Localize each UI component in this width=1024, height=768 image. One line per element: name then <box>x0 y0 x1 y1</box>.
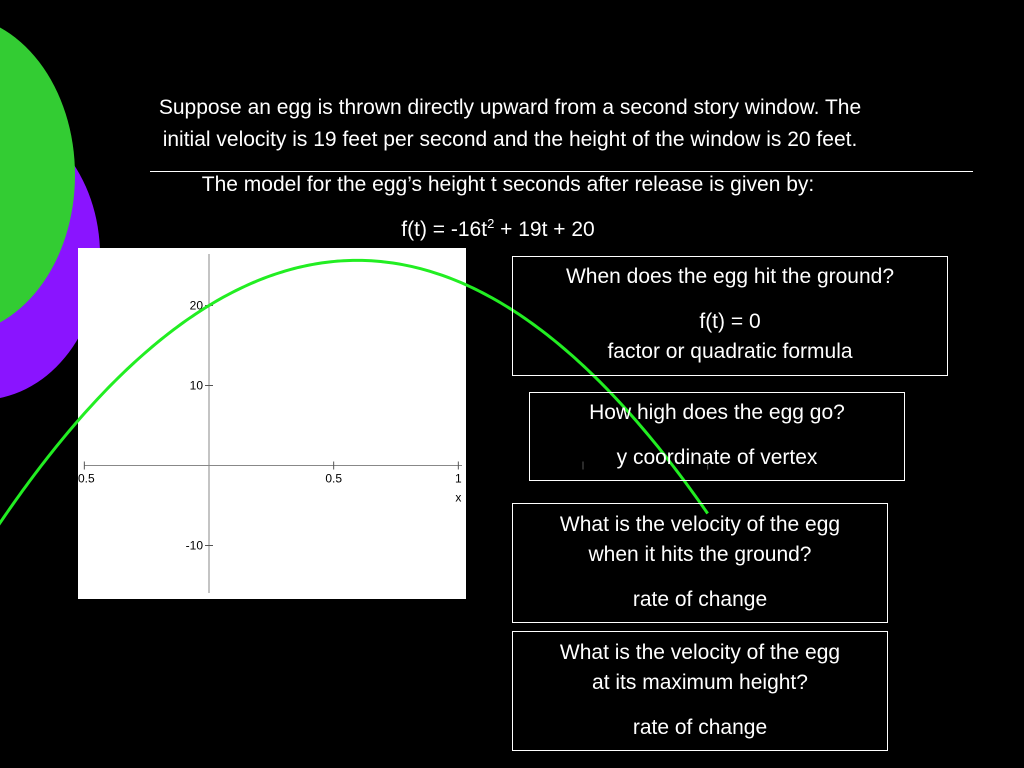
question-box-height <box>529 392 905 481</box>
question-box-impact-velocity <box>512 503 888 623</box>
question-text: When does the egg hit the ground? <box>565 265 895 288</box>
question-box-max-velocity <box>512 631 888 751</box>
formula-rest: + 19t + 20 <box>494 218 595 241</box>
question-text: when it hits the ground? <box>588 543 812 566</box>
answer-text: y coordinate of vertex <box>616 446 818 469</box>
problem-statement <box>70 92 950 156</box>
answer-text: rate of change <box>632 716 768 739</box>
x-tick-label: 1 <box>454 471 462 486</box>
y-tick-label: 20 <box>189 298 203 313</box>
y-tick-label: -10 <box>185 538 203 553</box>
x-tick-label: -0.5 <box>73 471 95 486</box>
formula-main: f(t) = -16t <box>401 218 488 241</box>
question-text: What is the velocity of the egg <box>559 513 841 536</box>
problem-line-2: initial velocity is 19 feet per second and the height of the window is 20 feet. <box>162 128 858 151</box>
x-axis-label: x <box>455 490 462 505</box>
x-tick-label: 0.5 <box>325 471 343 486</box>
question-text: How high does the egg go? <box>589 401 845 424</box>
answer-text: f(t) = 0 <box>699 310 761 333</box>
x-tick-label: 1.5 <box>574 471 592 486</box>
model-description: The model for the egg’s height t seconds after release is given by: <box>201 173 815 196</box>
formula-exponent: 2 <box>487 216 495 231</box>
question-box-ground <box>512 256 948 376</box>
x-tick-label: 2 <box>704 471 712 486</box>
problem-line-1: Suppose an egg is thrown directly upward from a second story window. The <box>158 96 862 119</box>
answer-text: factor or quadratic formula <box>607 340 853 363</box>
answer-text: rate of change <box>632 588 768 611</box>
question-text: at its maximum height? <box>592 671 808 694</box>
model-formula <box>310 215 686 245</box>
question-text: What is the velocity of the egg <box>559 641 841 664</box>
y-tick-label: 10 <box>189 378 203 393</box>
